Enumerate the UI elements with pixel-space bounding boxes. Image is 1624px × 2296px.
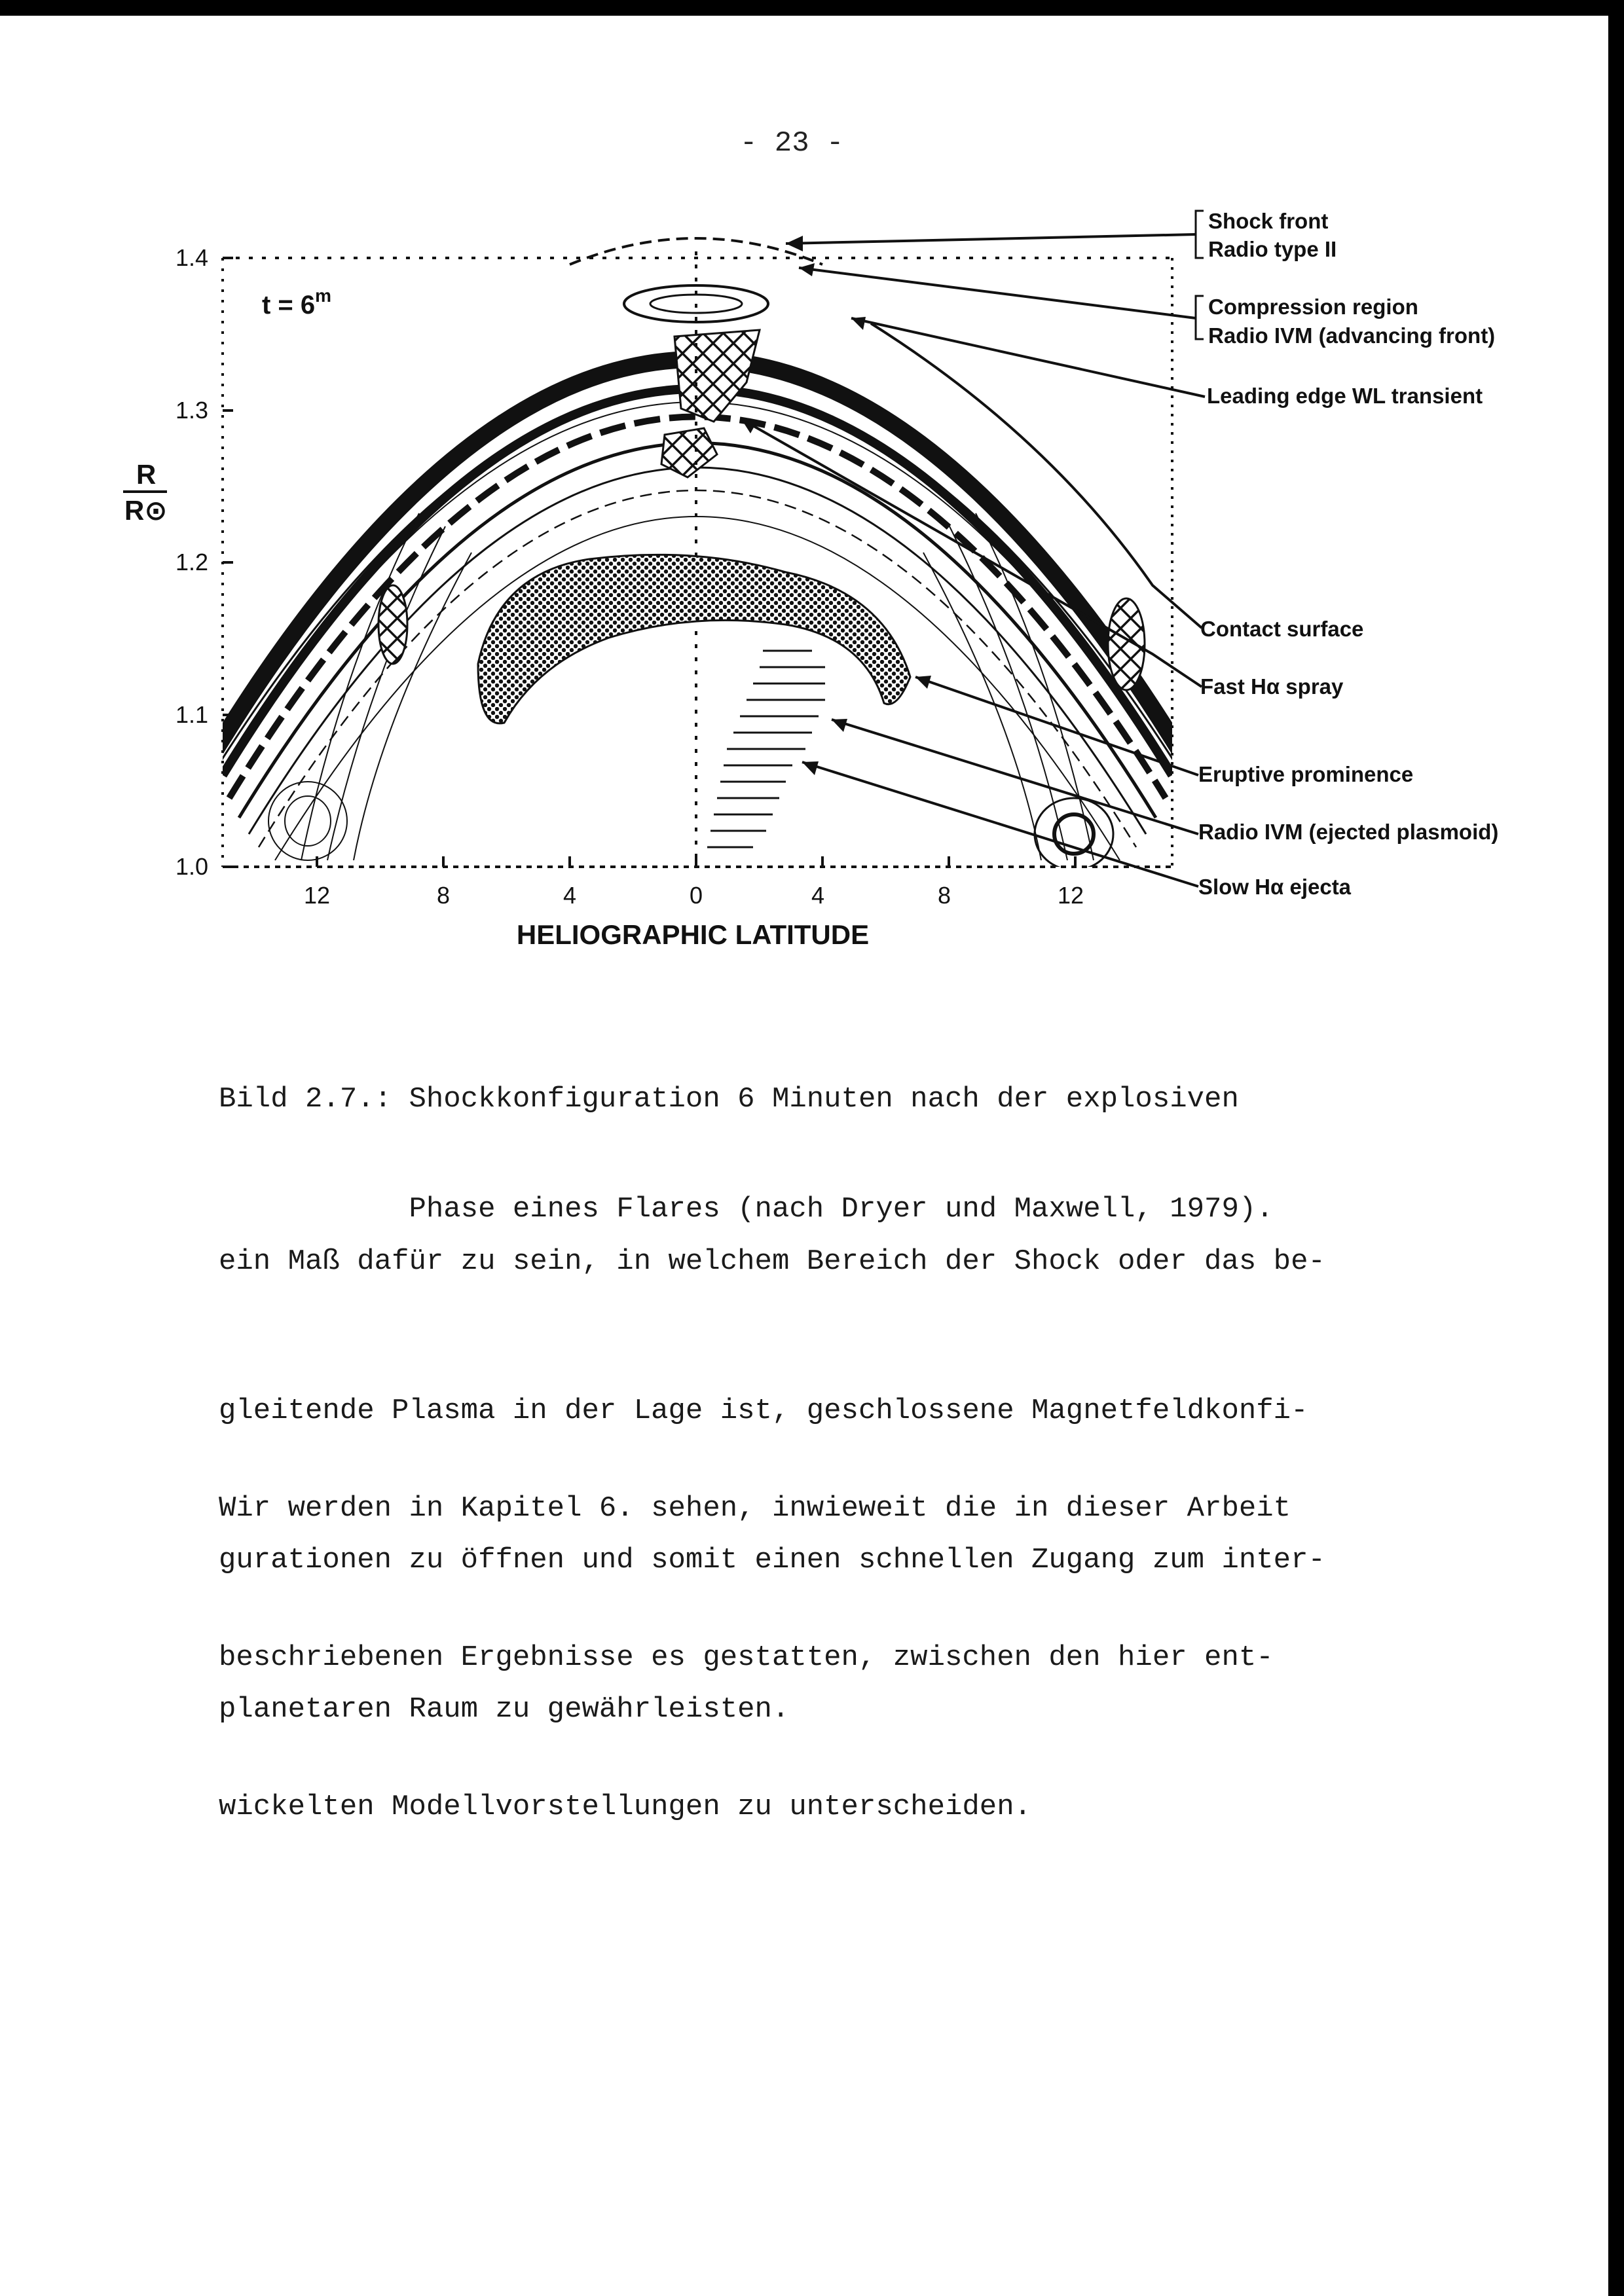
paragraph-line: gleitende Plasma in der Lage ist, geschlossene Magnetfeldkonfi- [219, 1394, 1308, 1427]
time-label: $t = 6^m$ [262, 285, 332, 319]
callout-shock-front: Shock front [1208, 209, 1329, 233]
eruptive-prominence [478, 555, 910, 723]
page-sheet [0, 16, 1608, 2296]
slow-ejecta-lines [707, 651, 825, 847]
callout-radio-ivm-plasmoid: Radio IVM (ejected plasmoid) [1198, 820, 1499, 844]
fast-spray-upper [674, 330, 760, 422]
x-tick-label: 12 [303, 882, 331, 909]
y-axis-label-top: R [136, 459, 157, 490]
callout-compression-region: Compression region [1208, 295, 1418, 319]
paragraph-line: ein Maß dafür zu sein, in welchem Bereich der Shock oder das be- [219, 1245, 1325, 1278]
y-tick-label: 1.4 [175, 244, 209, 271]
x-tick-label: 4 [811, 882, 825, 909]
x-tick-label: 0 [689, 882, 703, 909]
callout-leading-edge: Leading edge WL transient [1207, 384, 1483, 408]
y-tick-label: 1.1 [175, 701, 209, 728]
x-axis-title: HELIOGRAPHIC LATITUDE [516, 919, 870, 950]
callout-contact-surface: Contact surface [1200, 617, 1364, 641]
x-axis-ticks [317, 856, 1075, 867]
paragraph-line: gurationen zu öffnen und somit einen schnellen Zugang zum inter- [219, 1544, 1325, 1576]
callout-eruptive-prominence: Eruptive prominence [1198, 762, 1414, 786]
fast-spray-lower [661, 428, 717, 477]
x-tick-label: 4 [563, 882, 577, 909]
y-tick-label: 1.0 [175, 853, 209, 880]
paragraph-line: planetaren Raum zu gewährleisten. [219, 1693, 790, 1726]
callout-radio-type-ii: Radio type II [1208, 237, 1337, 261]
callout-radio-ivm-advancing: Radio IVM (advancing front) [1208, 323, 1496, 348]
caption-line: Bild 2.7.: Shockkonfiguration 6 Minuten nach der explosiven [219, 1083, 1239, 1116]
callout-brackets [1196, 211, 1204, 339]
y-axis-label-bottom: R⊙ [124, 495, 168, 526]
caption-line: Phase eines Flares (nach Dryer und Maxwell, 1979). [219, 1193, 1274, 1226]
paragraph-line: wickelten Modellvorstellungen zu unterscheiden. [219, 1791, 1032, 1823]
y-tick-label: 1.3 [175, 397, 209, 424]
paragraph-line: Wir werden in Kapitel 6. sehen, inwieweit die in dieser Arbeit [219, 1492, 1291, 1525]
x-tick-label: 8 [937, 882, 951, 909]
page-number: - 23 - [740, 127, 844, 160]
callout-fast-spray: Fast Hα spray [1200, 674, 1344, 699]
x-tick-label: 12 [1057, 882, 1084, 909]
paragraph-line: beschriebenen Ergebnisse es gestatten, zwischen den hier ent- [219, 1641, 1274, 1674]
body-paragraph [219, 1384, 1502, 1931]
x-tick-label: 8 [436, 882, 451, 909]
callout-slow-ejecta: Slow Hα ejecta [1198, 875, 1352, 899]
y-tick-label: 1.2 [175, 549, 209, 575]
shock-configuration-figure [0, 16, 1608, 972]
callout-leaders [741, 234, 1205, 886]
